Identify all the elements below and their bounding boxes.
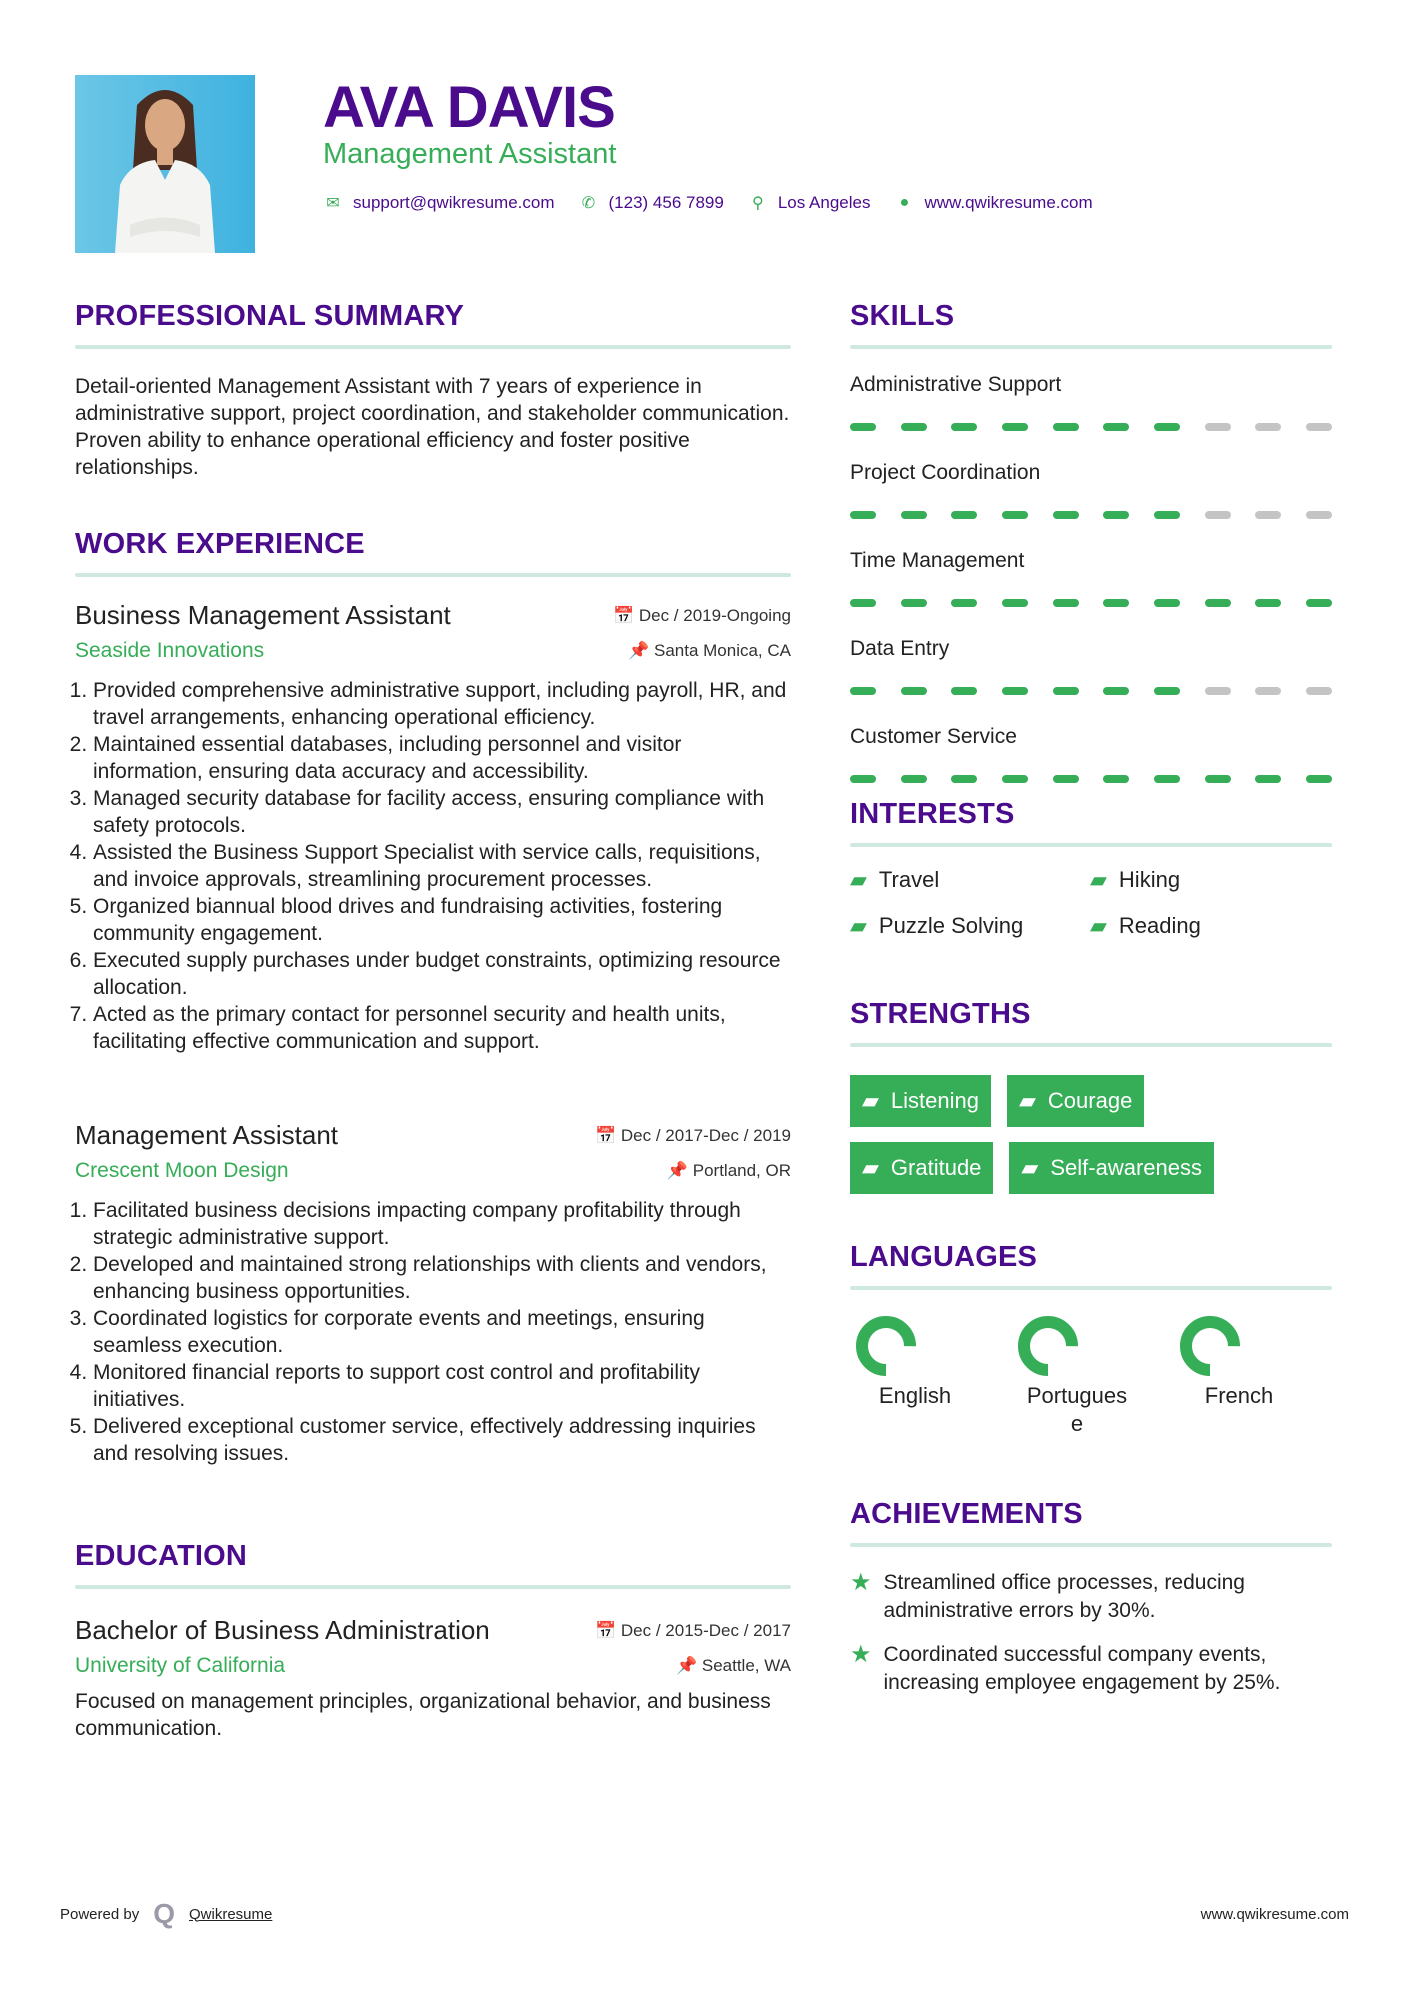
skill-level-bar [850, 687, 1332, 695]
language-label: French [1204, 1383, 1274, 1408]
bullet: 1. Provided comprehensive administrative support, including payroll, HR, and travel arrangements, enhancing operational efficiency. [93, 677, 791, 731]
education-section [75, 1540, 791, 1742]
achievement-text: Streamlined office processes, reducing administrative errors by 30%. [883, 1571, 1245, 1622]
interest-label: Hiking [1118, 867, 1181, 892]
skill-dash [901, 423, 927, 431]
pushpin-icon: 📌 [666, 1161, 688, 1180]
interest-item [1090, 867, 1330, 893]
skill-dash [901, 775, 927, 783]
book-icon: ▰ [850, 867, 867, 892]
skill-dash [1154, 775, 1180, 783]
strengths-section [850, 998, 1332, 1194]
achievements-heading: ACHIEVEMENTS [850, 1498, 1083, 1530]
star-icon: ★ [850, 1569, 872, 1596]
phone-text: (123) 456 7899 [608, 193, 724, 212]
language-label: Portuguese [1026, 1383, 1128, 1436]
map-pin-icon: ⚲ [751, 195, 764, 212]
interest-label: Reading [1118, 913, 1201, 938]
language-item [1012, 1316, 1142, 1438]
summary-heading: PROFESSIONAL SUMMARY [75, 300, 465, 332]
skill-level-bar [850, 423, 1332, 431]
skill-dash [1205, 599, 1231, 607]
skill-dash [1255, 687, 1281, 695]
interest-item [1090, 913, 1330, 939]
skill-dash [1306, 511, 1332, 519]
skill-dash [1205, 511, 1231, 519]
skill-dash [850, 687, 876, 695]
skill-dash [1002, 775, 1028, 783]
candidate-name: AVA DAVIS [323, 75, 615, 140]
interests-heading: INTERESTS [850, 798, 1015, 830]
skill-dash [1002, 423, 1028, 431]
skill-dash [951, 599, 977, 607]
skill-dash [1205, 423, 1231, 431]
bullet: 1. Facilitated business decisions impacting company profitability through strategic administrative support. [93, 1197, 791, 1251]
footer-website-link[interactable]: www.qwikresume.com [1200, 1906, 1349, 1923]
divider [850, 1543, 1332, 1547]
skill-dash [1306, 599, 1332, 607]
skill-label: Customer Service [850, 725, 1017, 748]
job-entry [75, 1120, 791, 1467]
language-level-ring [1018, 1316, 1078, 1376]
skill-item [850, 461, 1332, 519]
strength-label: Listening [890, 1088, 979, 1113]
job-title: Management Assistant [323, 138, 617, 170]
skill-dash [1255, 599, 1281, 607]
interest-label: Travel [878, 867, 940, 892]
skill-dash [951, 511, 977, 519]
skill-dash [1154, 423, 1180, 431]
achievement-item [850, 1569, 1332, 1625]
skill-dash [1103, 511, 1129, 519]
skill-level-bar [850, 511, 1332, 519]
bullet: 5. Organized biannual blood drives and fundraising activities, fostering community engagement. [93, 893, 791, 947]
skill-dash [901, 511, 927, 519]
achievements-section [850, 1498, 1332, 1697]
bullet: 3. Coordinated logistics for corporate events and meetings, ensuring seamless execution. [93, 1305, 791, 1359]
contact-bar [323, 193, 1107, 213]
book-icon: ▰ [1090, 867, 1107, 892]
book-icon: ▰ [862, 1155, 879, 1180]
book-icon: ▰ [850, 913, 867, 938]
book-icon: ▰ [1019, 1088, 1036, 1113]
skill-dash [1053, 423, 1079, 431]
profile-photo [75, 75, 255, 253]
skill-dash [850, 511, 876, 519]
bullet: 4. Monitored financial reports to support cost control and profitability initiatives. [93, 1359, 791, 1413]
language-level-ring [856, 1316, 916, 1376]
job-entry-title: Business Management Assistant [75, 600, 451, 630]
languages-section [850, 1241, 1332, 1438]
bullet: 5. Delivered exceptional customer service, effectively addressing inquiries and resolving issues. [93, 1413, 791, 1467]
skill-dash [901, 687, 927, 695]
skills-section [850, 300, 1332, 813]
strength-tag [850, 1075, 991, 1127]
qwikresume-logo-icon: Q [153, 1898, 175, 1929]
skill-item [850, 725, 1332, 783]
bullet: 6. Executed supply purchases under budget constraints, optimizing resource allocation. [93, 947, 791, 1001]
skill-dash [951, 775, 977, 783]
strength-label: Gratitude [890, 1155, 982, 1180]
languages-heading: LANGUAGES [850, 1241, 1038, 1273]
skill-item [850, 637, 1332, 695]
skill-dash [1255, 775, 1281, 783]
experience-section [75, 528, 791, 577]
bullet: 2. Developed and maintained strong relationships with clients and vendors, enhancing business opportunities. [93, 1251, 791, 1305]
skills-heading: SKILLS [850, 300, 955, 332]
skill-dash [1205, 775, 1231, 783]
divider [850, 345, 1332, 349]
achievement-text: Coordinated successful company events, increasing employee engagement by 25%. [883, 1643, 1281, 1694]
skill-dash [850, 775, 876, 783]
skill-dash [1205, 687, 1231, 695]
degree: Bachelor of Business Administration [75, 1615, 490, 1645]
bullet: 4. Assisted the Business Support Specialist with service calls, requisitions, and invoice approvals, streamlining procurement processes. [93, 839, 791, 893]
language-label: English [878, 1383, 952, 1408]
skill-level-bar [850, 599, 1332, 607]
education-heading: EDUCATION [75, 1540, 248, 1572]
skill-dash [1306, 775, 1332, 783]
star-icon: ★ [850, 1641, 872, 1668]
powered-by-label: Powered by [60, 1905, 140, 1923]
achievement-item [850, 1641, 1332, 1697]
skill-dash [1306, 423, 1332, 431]
divider [75, 345, 791, 349]
skill-item [850, 373, 1332, 431]
summary-text: Detail-oriented Management Assistant with 7 years of experience in administrative support, project coordination, and stakeholder communication. Proven ability to enhance operational efficiency and foster positive relationships. [75, 375, 790, 479]
skill-dash [850, 423, 876, 431]
interest-item [850, 913, 1090, 939]
calendar-icon: 📅 [594, 1125, 617, 1145]
job-entry [75, 600, 791, 1055]
website-link[interactable]: www.qwikresume.com [924, 193, 1093, 212]
summary-section [75, 300, 791, 481]
skill-label: Time Management [850, 549, 1025, 572]
job-location: Portland, OR [692, 1161, 791, 1180]
skill-dash [1306, 687, 1332, 695]
divider [850, 843, 1332, 847]
calendar-icon: 📅 [594, 1620, 617, 1640]
phone-icon: ✆ [581, 195, 596, 212]
brand-link[interactable]: Qwikresume [189, 1905, 273, 1923]
education-text: Focused on management principles, organizational behavior, and business communication. [75, 1690, 771, 1740]
bullet: 2. Maintained essential databases, including personnel and visitor information, ensuring data accuracy and accessibility. [93, 731, 791, 785]
book-icon: ▰ [862, 1088, 879, 1113]
job-bullets [75, 1197, 791, 1467]
school-name: University of California [75, 1654, 286, 1677]
job-date: Dec / 2019-Ongoing [638, 605, 791, 625]
skill-dash [1255, 511, 1281, 519]
job-location: Santa Monica, CA [653, 641, 791, 660]
divider [75, 573, 791, 577]
skill-dash [951, 423, 977, 431]
strengths-heading: STRENGTHS [850, 998, 1031, 1030]
language-item [850, 1316, 980, 1438]
footer-left [60, 1898, 272, 1930]
skill-dash [1053, 599, 1079, 607]
education-location: Seattle, WA [701, 1656, 791, 1675]
skill-dash [1154, 599, 1180, 607]
interests-section [850, 798, 1332, 939]
language-level-ring [1180, 1316, 1240, 1376]
skill-item [850, 549, 1332, 607]
education-date: Dec / 2015-Dec / 2017 [620, 1620, 791, 1640]
skill-dash [1154, 687, 1180, 695]
skill-dash [1103, 599, 1129, 607]
book-icon: ▰ [1021, 1155, 1039, 1180]
divider [850, 1043, 1332, 1047]
skill-dash [1053, 775, 1079, 783]
divider [850, 1286, 1332, 1290]
experience-heading: WORK EXPERIENCE [75, 528, 365, 560]
location-text: Los Angeles [777, 193, 871, 212]
strength-tag [1007, 1075, 1144, 1127]
book-icon: ▰ [1090, 913, 1107, 938]
strength-label: Courage [1047, 1088, 1133, 1113]
skill-label: Project Coordination [850, 461, 1041, 484]
skill-dash [1002, 687, 1028, 695]
language-item [1174, 1316, 1304, 1438]
interest-item [850, 867, 1090, 893]
skill-label: Data Entry [850, 637, 950, 660]
pushpin-icon: 📌 [628, 641, 650, 660]
strength-label: Self-awareness [1050, 1155, 1202, 1180]
strength-tag [1009, 1142, 1214, 1194]
bullet: 3. Managed security database for facility access, ensuring compliance with safety protocols. [93, 785, 791, 839]
bullet: 7. Acted as the primary contact for personnel security and health units, facilitating effective communication and support. [93, 1001, 791, 1055]
skill-dash [901, 599, 927, 607]
email-link[interactable]: support@qwikresume.com [353, 193, 555, 212]
skill-dash [951, 687, 977, 695]
company-name: Crescent Moon Design [75, 1159, 289, 1182]
job-entry-title: Management Assistant [75, 1120, 339, 1150]
skill-dash [1255, 423, 1281, 431]
skill-dash [1053, 687, 1079, 695]
skill-dash [1002, 599, 1028, 607]
skill-label: Administrative Support [850, 373, 1062, 396]
skill-dash [1103, 423, 1129, 431]
skill-dash [1103, 687, 1129, 695]
strength-tag [850, 1142, 993, 1194]
job-bullets [75, 677, 791, 1055]
job-date: Dec / 2017-Dec / 2019 [620, 1125, 791, 1145]
company-name: Seaside Innovations [75, 639, 265, 662]
interest-label: Puzzle Solving [878, 913, 1024, 938]
skill-level-bar [850, 775, 1332, 783]
skill-dash [1053, 511, 1079, 519]
envelope-icon: ✉ [326, 195, 340, 212]
skill-dash [1103, 775, 1129, 783]
divider [75, 1585, 791, 1589]
skill-dash [850, 599, 876, 607]
skill-dash [1002, 511, 1028, 519]
skill-dash [1154, 511, 1180, 519]
globe-icon: ● [899, 194, 910, 211]
calendar-icon: 📅 [612, 605, 635, 625]
pushpin-icon: 📌 [675, 1656, 698, 1675]
